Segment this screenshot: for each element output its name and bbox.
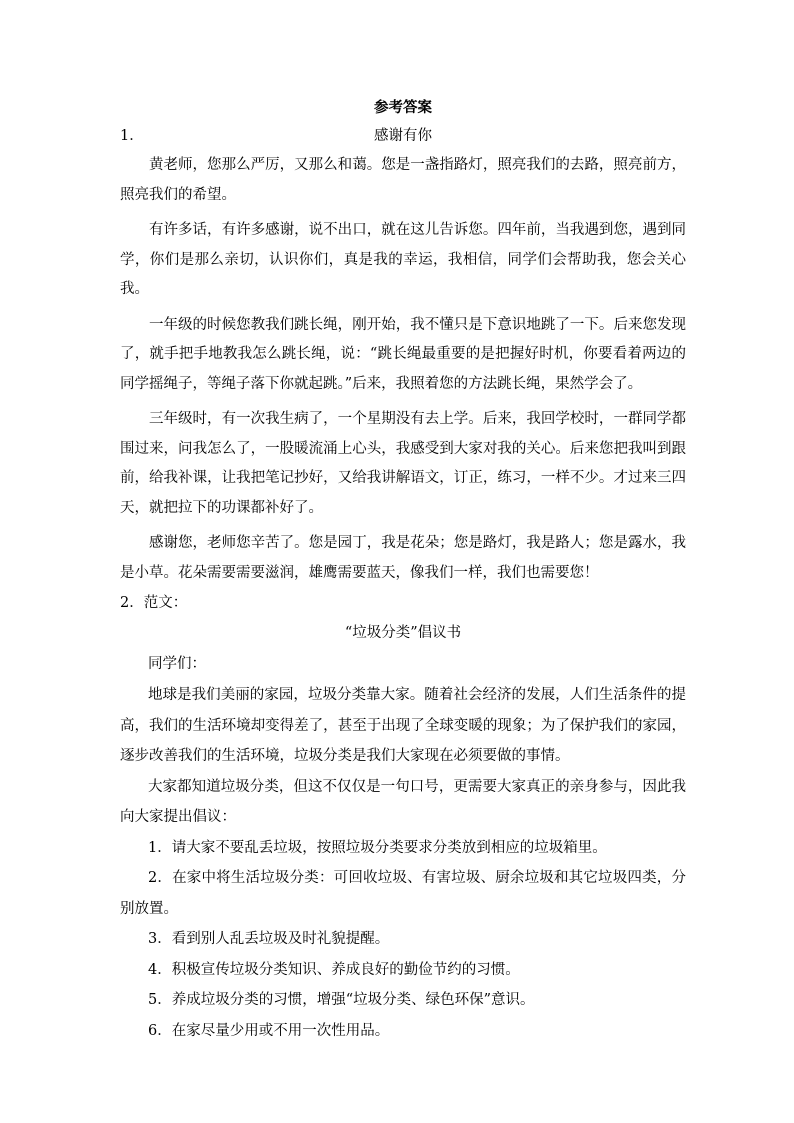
essay-paragraph: 三年级时，有一次我生病了，一个星期没有去上学。后来，我回学校时，一群同学都围过来，问我怎么了，一股暖流涌上心头，我感受到大家对我的关心。后来您把我叫到跟前，给我补课，让我把笔记抄好，又给我讲解语文，订正，练习，一样不少。才过来三四天，就把拉下的功课都补好了。 [120,411,686,516]
proposal-item: 3．看到别人乱丢垃圾及时礼貌提醒。 [148,931,390,947]
page-title: 参考答案 [374,99,432,116]
question-2-essay-title: “垃圾分类”倡议书 [344,625,462,641]
question-1-essay [120,151,686,588]
essay-paragraph: 大家都知道垃圾分类，但这不仅仅是一句口号，更需要大家真正的亲身参与，因此我向大家提出倡议： [120,778,686,825]
question-1-header [120,122,686,150]
question-1-number: 1． [120,128,144,144]
proposal-item: 4．积极宣传垃圾分类知识、养成良好的勤俭节约的习惯。 [148,961,520,978]
proposal-item: 2．在家中将生活垃圾分类：可回收垃圾、有害垃圾、厨余垃圾和其它垃圾四类，分别放置。 [120,870,686,917]
question-2-essay [120,649,686,1046]
essay-paragraph: 一年级的时候您教我们跳长绳，刚开始，我不懂只是下意识地跳了一下。后来您发现了，就手把手地教我怎么跳长绳，说：“跳长绳最重要的是把握好时机，你要看着两边的同学摇绳子，等绳子落下你就起跳。”后来，我照着您的方法跳长绳，果然学会了。 [120,316,686,392]
salutation: 同学们： [148,656,206,672]
essay-paragraph: 有许多话，有许多感谢，说不出口，就在这儿告诉您。四年前，当我遇到您，遇到同学，你们是那么亲切，认识你们，真是我的幸运，我相信，同学们会帮助我，您会关心我。 [120,222,686,297]
proposal-item: 5．养成垃圾分类的习惯，增强“垃圾分类、绿色环保”意识。 [148,992,535,1008]
essay-paragraph: 黄老师，您那么严厉，又那么和蔼。您是一盏指路灯，照亮我们的去路，照亮前方，照亮我们的希望。 [120,157,686,203]
answer-page [120,94,686,1046]
proposal-item: 1．请大家不要乱丢垃圾，按照垃圾分类要求分类放到相应的垃圾箱里。 [148,839,607,856]
essay-paragraph: 感谢您，老师您辛苦了。您是园丁，我是花朵；您是路灯，我是路人；您是露水，我是小草。花朵需要需要滋润，雄鹰需要蓝天，像我们一样，我们也需要您！ [120,535,686,581]
proposal-item: 6．在家尽量少用或不用一次性用品。 [148,1022,390,1039]
question-2-label: 2．范文： [120,595,188,611]
essay-paragraph: 地球是我们美丽的家园，垃圾分类靠大家。随着社会经济的发展，人们生活条件的提高，我们的生活环境却变得差了，甚至于出现了全球变暖的现象；为了保护我们的家园，逐步改善我们的生活环境，垃圾分类是我们大家现在必须要做的事情。 [120,687,686,764]
question-1-essay-title: 感谢有你 [374,128,432,144]
